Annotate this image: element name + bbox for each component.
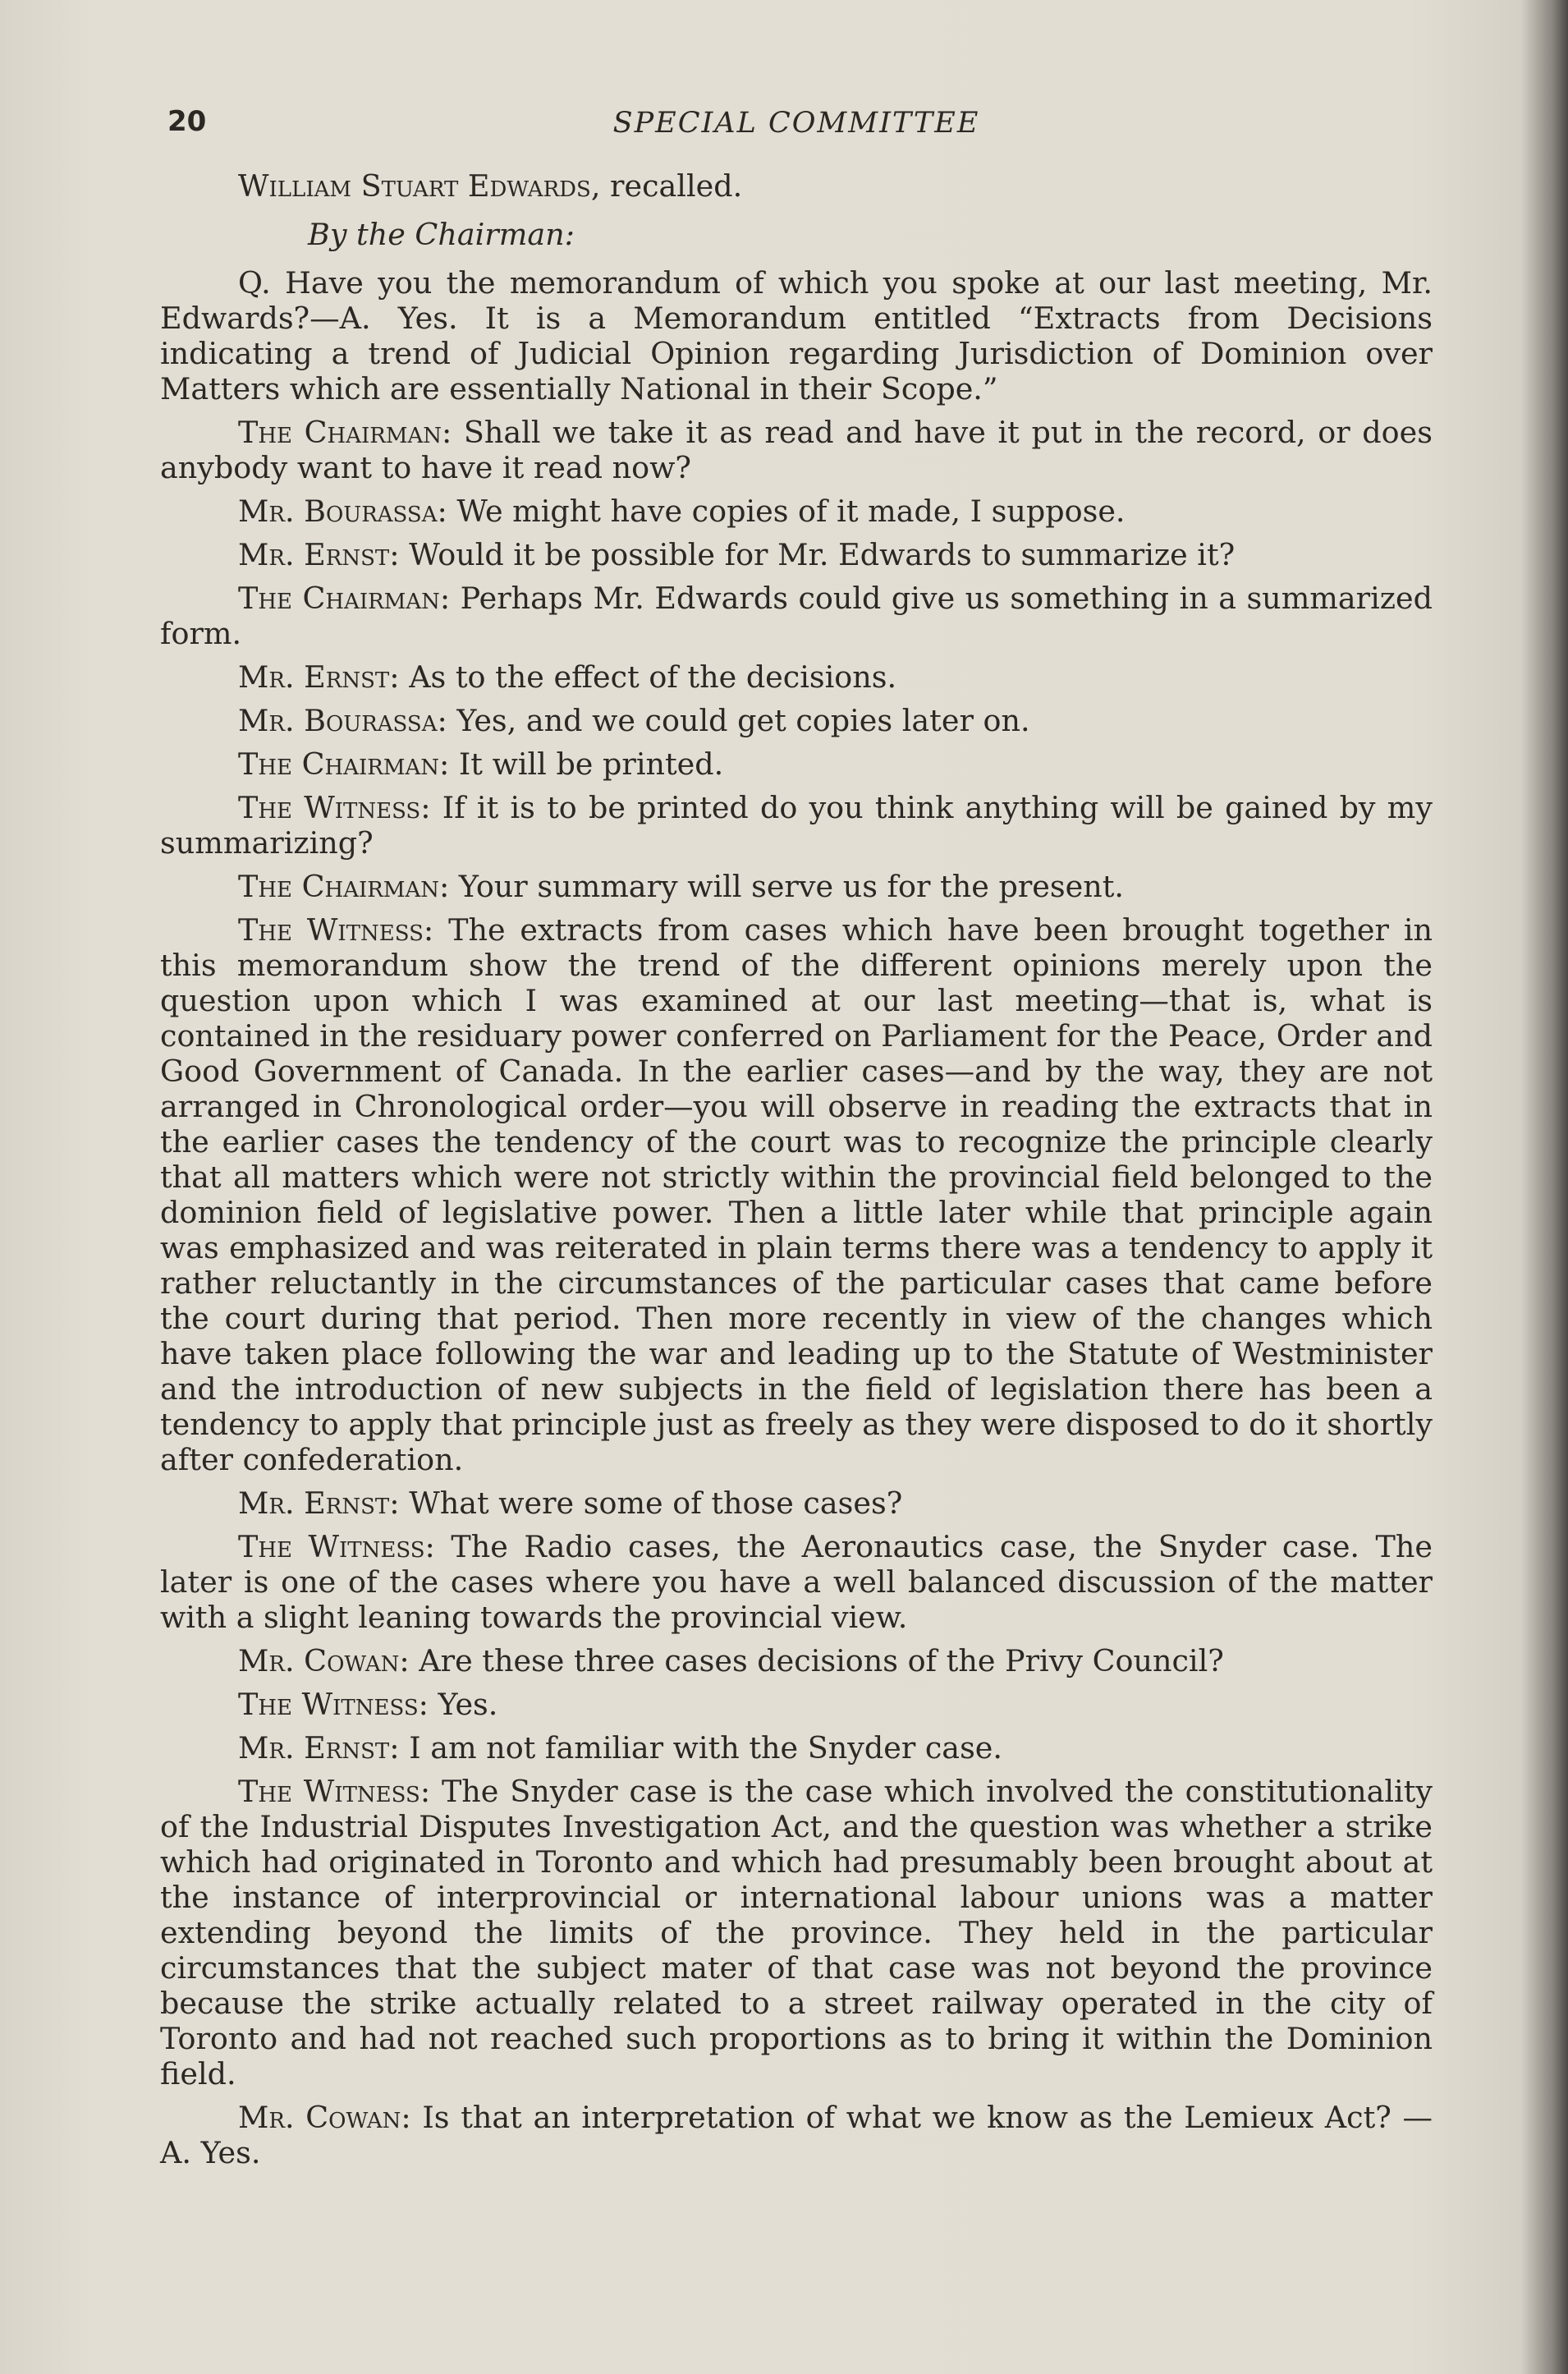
paragraph-text: We might have copies of it made, I suppose.	[456, 494, 1126, 529]
speaker-name: The Chairman:	[238, 581, 451, 616]
speaker-name: The Witness:	[238, 1774, 431, 1809]
transcript-paragraph	[160, 1485, 1433, 1521]
paragraph-text: Would it be possible for Mr. Edwards to summarize it?	[409, 537, 1236, 572]
speaker-name: The Chairman:	[238, 415, 452, 450]
paragraph-text: Your summary will serve us for the present.	[458, 869, 1124, 904]
examiner-byline: By the Chairman:	[308, 217, 575, 252]
paragraph-text: The extracts from cases which have been brought together in this memorandum show the trend of the different opinions merely upon the question upon which I was examined at our last meeting—that is, what is contained in the residuary power conferred on Parliament for the Peace, Order and Good Government of Canada. In the earlier cases—and by the way, they are not arranged in Chronological order—you will observe in reading the extracts that in the earlier cases the tendency of the court was to recognize the principle clearly that all matters which were not strictly within the provincial field belonged to the dominion field of legislative power. Then a little later while that principle again was emphasized and was reiterated in plain terms there was a tendency to apply it rather reluctantly in the circumstances of the particular cases that came before the court during that period. Then more recently in view of the changes which have taken place following the war and leading up to the Statute of Westminister and the introduction of new subjects in the field of legislation there has been a tendency to apply that principle just as freely as they were disposed to do it shortly after confederation.	[160, 912, 1433, 1477]
transcript-paragraph	[160, 2100, 1433, 2170]
speaker-name: Mr. Ernst:	[238, 537, 400, 572]
paragraph-text: The Snyder case is the case which involved the constitutionality of the Industrial Disputes Investigation Act, and the question was whether a strike which had originated in Toronto and which had presumably been brought about at the instance of interprovincial or international labour unions was a matter extending beyond the limits of the province. They held in the particular circumstances that the subject mater of that case was not beyond the province because the strike actually related to a street railway operated in the city of Toronto and had not reached such proportions as to bring it within the Dominion field.	[160, 1774, 1433, 2092]
paragraph-list	[160, 265, 1433, 2170]
paragraph-text: Yes.	[438, 1687, 498, 1722]
paragraph-text: If it is to be printed do you think anything will be gained by my summarizing?	[160, 790, 1433, 861]
speaker-name: Mr. Ernst:	[238, 659, 400, 695]
transcript-paragraph	[160, 790, 1433, 861]
speaker-name: The Chairman:	[238, 869, 450, 904]
transcript-paragraph	[160, 581, 1433, 651]
speaker-name: Mr. Ernst:	[238, 1730, 400, 1766]
transcript-paragraph	[160, 746, 1433, 782]
witness-heading	[160, 168, 1433, 204]
paragraph-text: Perhaps Mr. Edwards could give us something in a summarized form.	[160, 581, 1433, 651]
running-head: SPECIAL COMMITTEE	[612, 107, 980, 140]
witness-status: recalled.	[610, 168, 743, 204]
transcript-paragraph	[160, 1529, 1433, 1635]
transcript-paragraph	[160, 1730, 1433, 1766]
paragraph-text: Shall we take it as read and have it put in the record, or does anybody want to have it read now?	[160, 415, 1433, 485]
page-header	[156, 105, 1437, 151]
speaker-name: The Witness:	[238, 1687, 429, 1722]
transcript-paragraph	[160, 912, 1433, 1477]
speaker-name: Mr. Cowan:	[238, 2100, 411, 2135]
transcript-paragraph	[160, 1774, 1433, 2092]
transcript-paragraph	[160, 659, 1433, 695]
speaker-name: Mr. Bourassa:	[238, 703, 447, 738]
transcript-paragraph	[160, 1643, 1433, 1678]
speaker-name: The Witness:	[238, 1529, 435, 1564]
paragraph-text: It will be printed.	[458, 746, 724, 782]
transcript-paragraph	[160, 494, 1433, 529]
paragraph-text: The Radio cases, the Aeronautics case, the Snyder case. The later is one of the cases where you have a well balanced discussion of the matter with a slight leaning towards the provincial view.	[160, 1529, 1433, 1635]
transcript-paragraph	[160, 537, 1433, 572]
transcript-paragraph	[160, 265, 1433, 406]
paragraph-text: Q. Have you the memorandum of which you spoke at our last meeting, Mr. Edwards?—A. Yes. It is a Memorandum entitled “Extracts from Decisions indicating a trend of Judicial Opinion regarding Jurisdiction of Dominion over Matters which are essentially National in their Scope.”	[160, 265, 1433, 406]
paragraph-text: As to the effect of the decisions.	[409, 659, 897, 695]
page-number: 20	[167, 105, 207, 138]
speaker-name: Mr. Cowan:	[238, 1643, 410, 1678]
speaker-name: The Witness:	[238, 790, 431, 825]
speaker-name: The Witness:	[238, 912, 434, 948]
paragraph-text: Yes, and we could get copies later on.	[456, 703, 1030, 738]
transcript-paragraph	[160, 869, 1433, 904]
speaker-name: Mr. Bourassa:	[238, 494, 447, 529]
paragraph-text: Is that an interpretation of what we know as the Lemieux Act? —A. Yes.	[160, 2100, 1433, 2170]
speaker-name: Mr. Ernst:	[238, 1485, 400, 1521]
transcript-paragraph	[160, 1687, 1433, 1722]
transcript-paragraph	[160, 415, 1433, 485]
paragraph-text: Are these three cases decisions of the Privy Council?	[419, 1643, 1224, 1678]
transcript-body	[160, 168, 1433, 2179]
witness-name: William Stuart Edwards,	[238, 168, 601, 204]
paragraph-text: What were some of those cases?	[409, 1485, 903, 1521]
speaker-name: The Chairman:	[238, 746, 450, 782]
transcript-paragraph	[160, 703, 1433, 738]
paragraph-text: I am not familiar with the Snyder case.	[409, 1730, 1003, 1766]
